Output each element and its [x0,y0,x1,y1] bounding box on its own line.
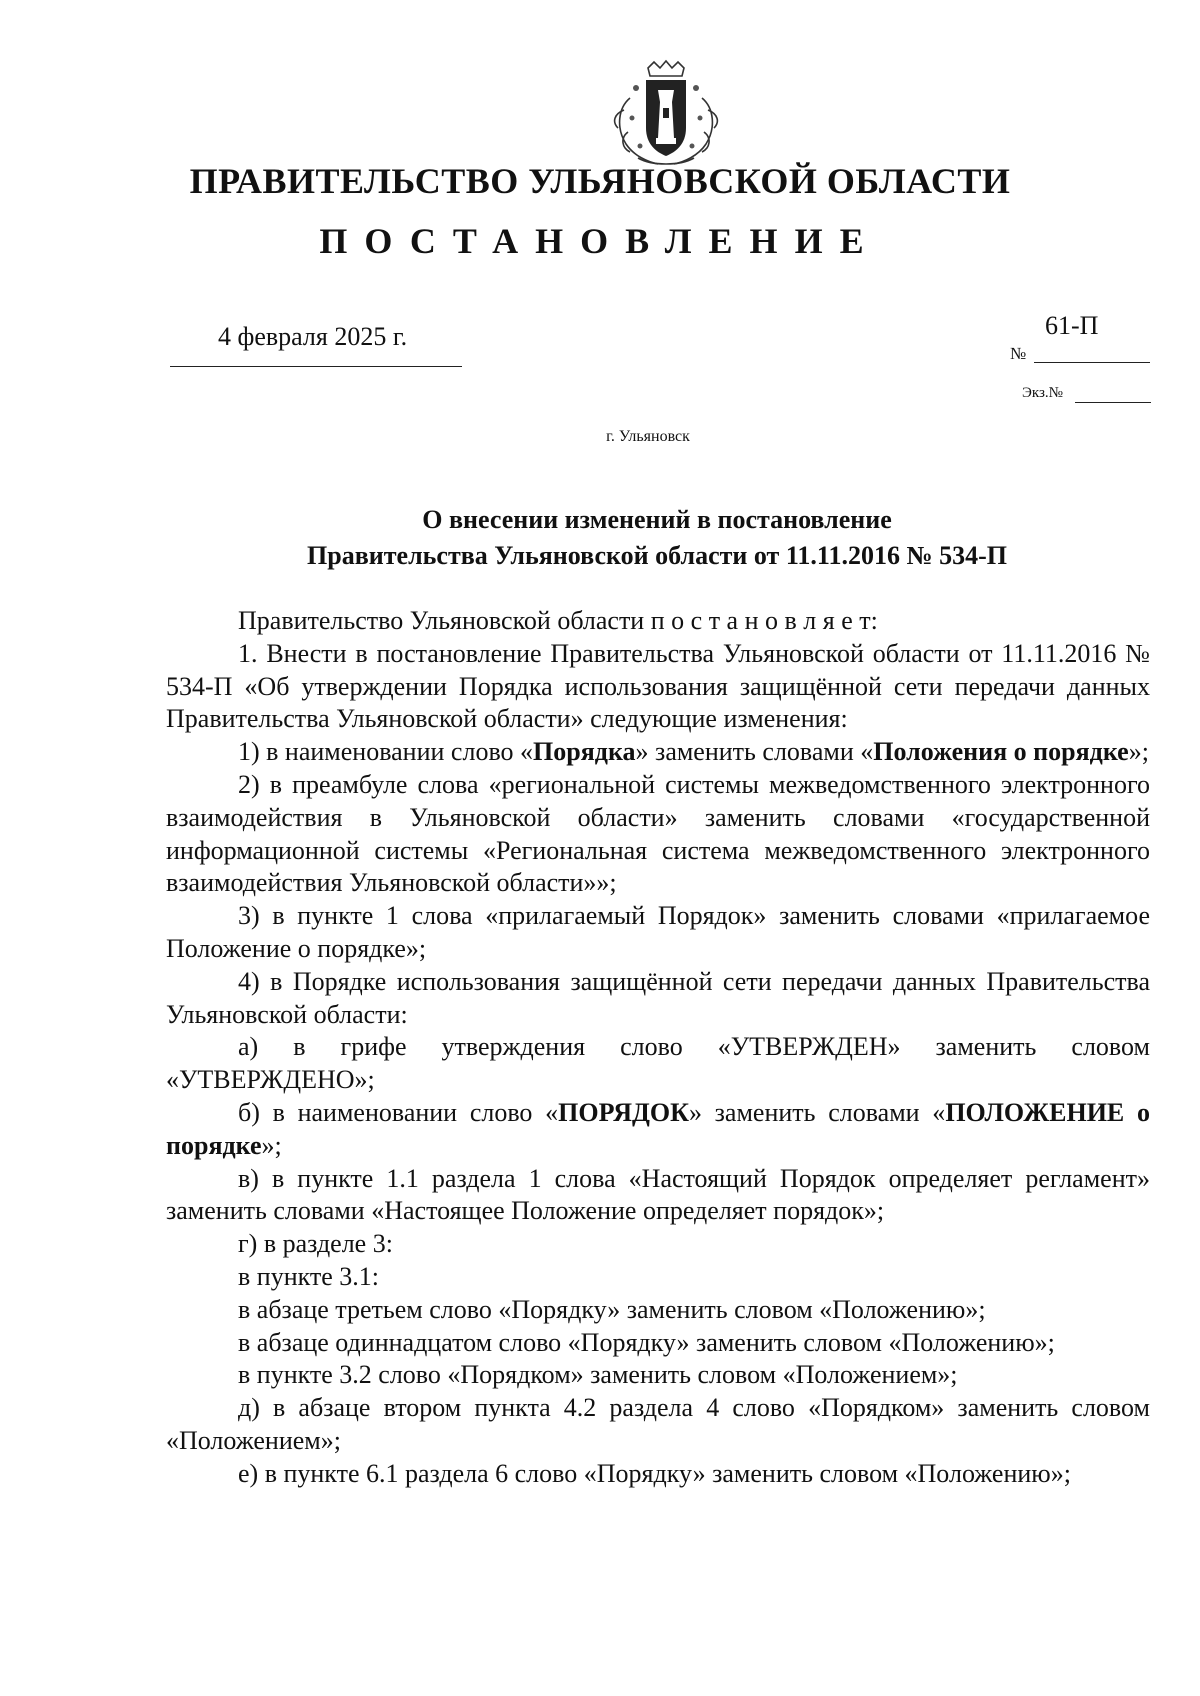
intro-decree-word: п о с т а н о в л я е т: [650,606,878,635]
date-underline [170,366,462,367]
item-4g-3: в абзаце одиннадцатом слово «Порядку» заменить словом «Положению»; [238,1327,1055,1357]
heading-line-1: О внесении изменений в постановление [422,505,892,534]
number-label: № [1010,344,1027,363]
document-heading [0,502,1200,574]
item-4g-4: в пункте 3.2 слово «Порядком» заменить словом «Положением»; [238,1360,958,1390]
heading-line-2: Правительства Ульяновской области от 11.11.2016 № 534-П [307,541,1007,570]
paragraph-1: 1. Внести в постановление Правительства Ульяновской области от 11.11.2016 № 534-П «Об утверждении Порядка использования защищённой сети передачи данных Правительства Ульяновской области» следующие изменения: [166,638,1150,734]
item-4e: е) в пункте 6.1 раздела 6 слово «Порядку» заменить словом «Положению»; [238,1458,1071,1488]
coat-of-arms-icon [608,58,724,168]
copy-number-label: Экз.№ [1022,385,1063,401]
document-date: 4 февраля 2025 г. [218,322,408,351]
copy-number-underline [1075,402,1151,403]
number-underline [1034,362,1150,363]
document-body [166,605,1150,1491]
item-4g: г) в разделе 3: [238,1229,393,1259]
intro-prefix: Правительство Ульяновской области [238,606,651,635]
government-name: ПРАВИТЕЛЬСТВО УЛЬЯНОВСКОЙ ОБЛАСТИ [189,161,1011,201]
item-3: 3) в пункте 1 слова «прилагаемый Порядок» заменить словами «прилагаемое Положение о порядке»; [166,901,1150,963]
item-4a: а) в грифе утверждения слово «УТВЕРЖДЕН» заменить словом «УТВЕРЖДЕНО»; [166,1032,1150,1095]
item-1-text-a: 1) в наименовании слово « [238,737,534,767]
item-1-text-d: »; [1128,737,1149,767]
item-4b-bold-2: ПОЛОЖЕНИЕ о порядке [166,1097,1150,1160]
item-4b-text-a: б) в наименовании слово « [238,1097,559,1127]
item-4g-2: в абзаце третьем слово «Порядку» заменить словом «Положению»; [238,1294,986,1324]
item-1 [166,736,1150,769]
item-2: 2) в преамбуле слова «региональной системы межведомственного электронного взаимодействия в Ульяновской области» заменить словами «государственной информационной системы «Региональная система межведомственного электронного взаимодействия Ульяновской области»»; [166,769,1150,898]
item-1-bold-2: Положения о порядке [873,737,1129,767]
item-4d: д) в абзаце втором пункта 4.2 раздела 4 слово «Порядком» заменить словом «Положением»; [166,1393,1150,1455]
item-4b [166,1097,1150,1163]
item-4b-text-d: »; [261,1130,282,1160]
item-4: 4) в Порядке использования защищённой сети передачи данных Правительства Ульяновской области: [166,966,1150,1029]
item-4g-1: в пункте 3.1: [238,1261,380,1291]
item-1-text-c: » заменить словами « [635,737,874,767]
item-4b-text-c: » заменить словами « [688,1097,946,1127]
document-type: ПОСТАНОВЛЕНИЕ [319,221,881,261]
document-number: 61-П [1045,311,1099,340]
item-4v: в) в пункте 1.1 раздела 1 слова «Настоящий Порядок определяет регламент» заменить словами «Настоящее Положение определяет порядок»; [166,1163,1150,1226]
item-1-bold-1: Порядка [533,737,636,767]
intro-paragraph [166,605,1150,638]
item-4b-bold-1: ПОРЯДОК [558,1097,689,1127]
city: г. Ульяновск [606,428,690,445]
